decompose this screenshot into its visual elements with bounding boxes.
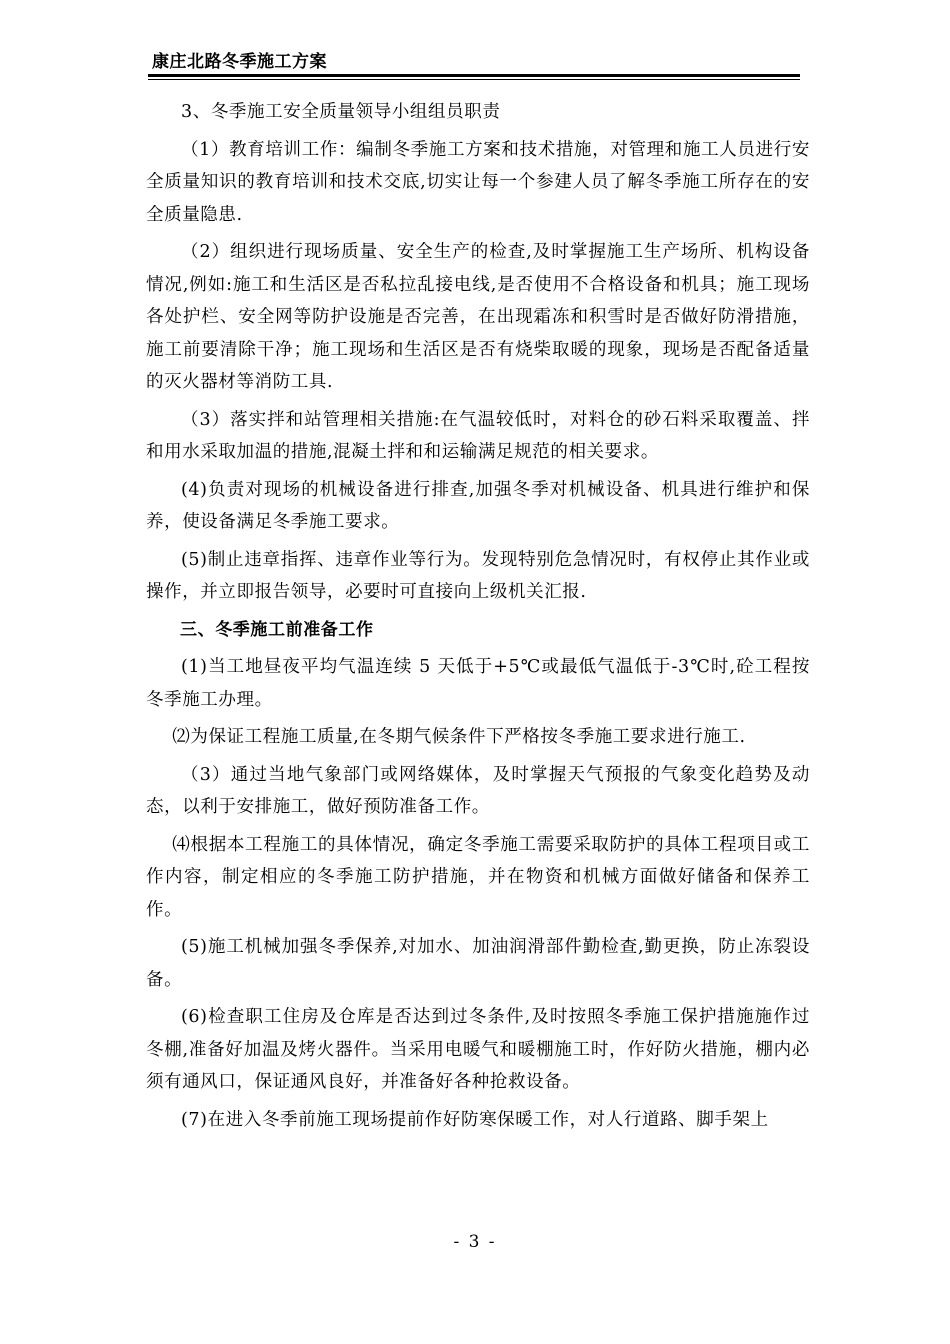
page-number: - 3 - (453, 1232, 497, 1252)
header-rule-thick (148, 74, 800, 77)
document-body (146, 96, 810, 1141)
paragraph: (4)负责对现场的机械设备进行排查,加强冬季对机械设备、机具进行维护和保养，使设备满足冬季施工要求。 (146, 479, 810, 532)
paragraph: ⑵为保证工程施工质量,在冬期气候条件下严格按冬季施工要求进行施工. (172, 727, 746, 747)
document-title: 康庄北路冬季施工方案 (152, 52, 327, 72)
paragraph: (5)施工机械加强冬季保养,对加水、加油润滑部件勤检查,勤更换，防止冻裂设备。 (146, 937, 810, 990)
paragraph: （3）通过当地气象部门或网络媒体，及时掌握天气预报的气象变化趋势及动态，以利于安排施工，做好预防准备工作。 (146, 764, 810, 817)
header-rule-thin (148, 79, 800, 80)
paragraph: (6)检查职工住房及仓库是否达到过冬条件,及时按照冬季施工保护措施施作过冬棚,准备好加温及烤火器件。当采用电暖气和暖棚施工时，作好防火措施，棚内必须有通风口，保证通风良好，并准备好各种抢救设备。 (146, 1007, 810, 1092)
paragraph: (5)制止违章指挥、违章作业等行为。发现特别危急情况时，有权停止其作业或操作，并立即报告领导，必要时可直接向上级机关汇报. (146, 549, 810, 602)
paragraph: ⑷根据本工程施工的具体情况，确定冬季施工需要采取防护的具体工程项目或工作内容，制定相应的冬季施工防护措施，并在物资和机械方面做好储备和保养工作。 (146, 834, 810, 920)
paragraph: （2）组织进行现场质量、安全生产的检查,及时掌握施工生产场所、机构设备情况,例如:施工和生活区是否私拉乱接电线,是否使用不合格设备和机具；施工现场各处护栏、安全网等防护设施是否完善，在出现霜冻和积雪时是否做好防滑措施，施工前要清除干净；施工现场和生活区是否有烧柴取暖的现象，现场是否配备适量的灭火器材等消防工具. (146, 242, 810, 392)
section-heading: 三、冬季施工前准备工作 (180, 619, 374, 640)
paragraph: (1)当工地昼夜平均气温连续 5 天低于+5℃或最低气温低于-3℃时,砼工程按冬季施工办理。 (146, 657, 810, 710)
paragraph: （3）落实拌和站管理相关措施:在气温较低时，对料仓的砂石料采取覆盖、拌和用水采取加温的措施,混凝土拌和和运输满足规范的相关要求。 (146, 409, 810, 462)
paragraph: (7)在进入冬季前施工现场提前作好防寒保暖工作，对人行道路、脚手架上 (181, 1109, 769, 1130)
subsection-heading: 3、冬季施工安全质量领导小组组员职责 (181, 102, 501, 122)
paragraph: （1）教育培训工作：编制冬季施工方案和技术措施，对管理和施工人员进行安全质量知识的教育培训和技术交底,切实让每一个参建人员了解冬季施工所存在的安全质量隐患. (146, 139, 810, 225)
